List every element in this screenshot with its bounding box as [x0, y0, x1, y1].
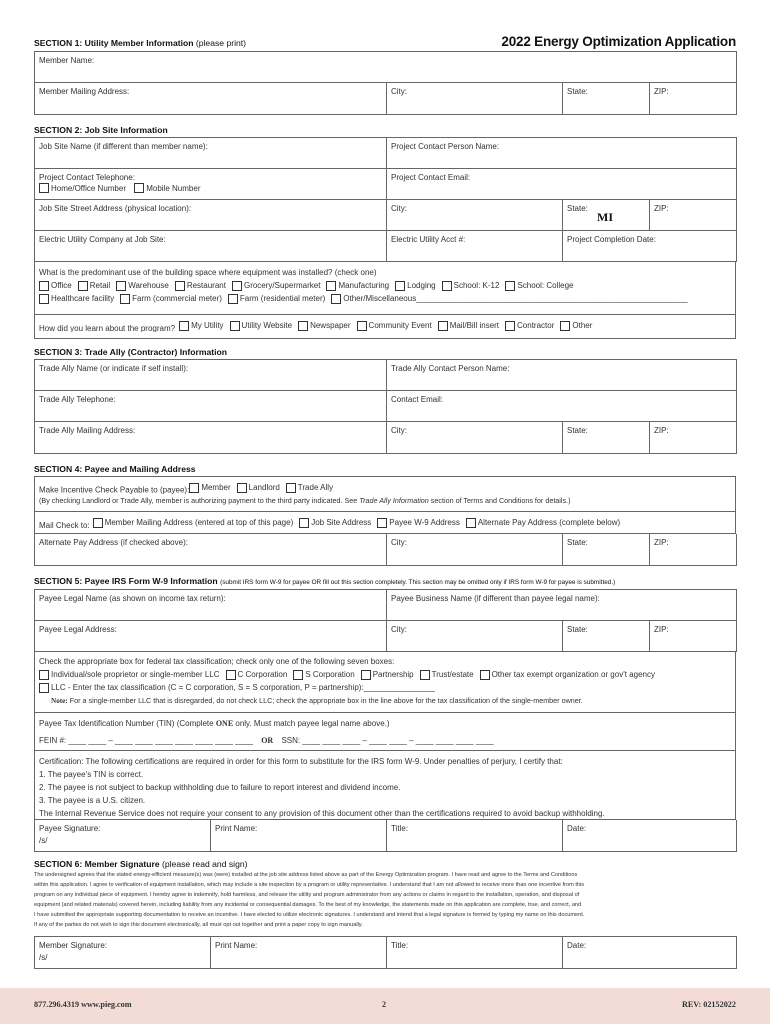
section-1-title: SECTION 1: Utility Member Information	[34, 38, 194, 48]
learn-about-option[interactable]	[505, 319, 554, 332]
job-site-city-field[interactable]	[387, 200, 563, 231]
building-use-option-label: Office	[51, 281, 72, 290]
payee-zip-field[interactable]	[650, 621, 737, 652]
mail-check-option[interactable]	[299, 516, 371, 529]
mail-check-option[interactable]	[466, 516, 620, 529]
alternate-zip-field[interactable]	[650, 534, 737, 565]
section-6-note: (please read and sign)	[161, 859, 248, 869]
tax-class-option[interactable]	[39, 668, 220, 681]
building-use-manufacturing-checkbox[interactable]	[326, 281, 336, 291]
section-5-note: (submit IRS form W-9 for payee OR fill out this section completely. This section may be omitted only if IRS form W-9 for payee is submitted.)	[220, 579, 616, 586]
building-use-healthcare-facility-checkbox[interactable]	[39, 294, 49, 304]
job-site-zip-field[interactable]	[650, 200, 737, 231]
certification-line: Certification: The following certifications are required in order for this form to substitute for the IRS form W-9. Under penalties of perjury, I certify that:	[39, 757, 563, 766]
learn-about-option-label: Community Event	[368, 321, 432, 330]
payee-legal-name-label: Payee Legal Name (as shown on income tax return):	[39, 594, 226, 603]
section-6-title: SECTION 6: Member Signature	[34, 859, 160, 869]
payee-zip-label: ZIP:	[654, 625, 669, 634]
learn-about-my-utility-checkbox[interactable]	[179, 321, 189, 331]
building-use-option[interactable]	[175, 279, 226, 292]
job-site-state-label: State:	[567, 204, 588, 213]
learn-about-block	[34, 315, 736, 339]
payee-signature-mark: /s/	[39, 836, 48, 845]
payee-signature-label: Payee Signature:	[39, 824, 101, 833]
certification-line: 3. The payee is a U.S. citizen.	[39, 796, 146, 805]
member-name-label: Member Name:	[39, 56, 95, 65]
certification-line: 2. The payee is not subject to backup withholding due to failure to report interest and dividend income.	[39, 783, 401, 792]
revision-code: REV: 02152022	[681, 1000, 736, 1009]
mail-check-member-mailing-address-entered-at-top-of-checkbox[interactable]	[93, 518, 103, 528]
building-use-other-miscellaneous-checkbox[interactable]	[331, 294, 341, 304]
member-date-label: Date:	[567, 941, 587, 950]
mail-check-option-label: Member Mailing Address (entered at top of this page)	[104, 518, 294, 527]
building-use-grocery-supermarket-checkbox[interactable]	[232, 281, 242, 291]
tax-class-option-label: Partnership	[372, 670, 414, 679]
tax-class-partnership-checkbox[interactable]	[361, 670, 371, 680]
building-use-school-k-12-checkbox[interactable]	[442, 281, 452, 291]
trade-ally-zip-label: ZIP:	[654, 426, 669, 435]
alternate-state-label: State:	[567, 538, 588, 547]
electric-utility-acct-label: Electric Utility Acct #:	[391, 235, 466, 244]
tax-class-trust-estate-checkbox[interactable]	[420, 670, 430, 680]
section-5-table	[34, 589, 737, 652]
trade-ally-name-label: Trade Ally Name (or indicate if self install):	[39, 364, 189, 373]
payable-note	[39, 494, 731, 507]
member-title-field[interactable]	[387, 937, 563, 969]
tax-class-option[interactable]	[293, 668, 354, 681]
member-state-field[interactable]	[563, 83, 650, 115]
project-contact-email-field[interactable]	[387, 169, 737, 200]
llc-row	[39, 681, 731, 694]
member-mailing-address-field[interactable]	[35, 83, 387, 115]
member-agreement-text	[34, 871, 736, 930]
building-use-option[interactable]	[505, 279, 573, 292]
payee-option[interactable]	[237, 481, 280, 494]
trade-ally-state-label: State:	[567, 426, 588, 435]
payee-city-field[interactable]	[387, 621, 563, 652]
electric-utility-company-label: Electric Utility Company at Job Site:	[39, 235, 166, 244]
building-use-option[interactable]	[232, 279, 320, 292]
trade-ally-contact-label: Trade Ally Contact Person Name:	[391, 364, 510, 373]
member-title-label: Title:	[391, 941, 409, 950]
tax-class-option-label: Individual/sole proprietor or single-member LLC	[51, 670, 220, 679]
project-contact-email-label: Project Contact Email:	[391, 173, 471, 182]
building-use-option-label: Manufacturing	[338, 281, 390, 290]
payee-city-label: City:	[391, 625, 407, 634]
member-signature-mark: /s/	[39, 953, 48, 962]
project-contact-person-field[interactable]	[387, 138, 737, 169]
job-site-state-value: MI	[597, 210, 613, 224]
building-use-option[interactable]	[331, 292, 687, 305]
building-use-option[interactable]	[228, 292, 325, 305]
learn-about-question: How did you learn about the program?	[39, 323, 176, 332]
agreement-line: program on any individual piece of equipment. I hereby agree to indemnify, hold harmless, and release the utility and program administrator from any actions or claims in regard to the installation, operation, and disposal of	[34, 891, 580, 898]
tax-class-option-label: S Corporation	[305, 670, 355, 679]
learn-about-utility-website-checkbox[interactable]	[230, 321, 240, 331]
tax-class-individual-sole-proprietor-or-single-mem-checkbox[interactable]	[39, 670, 49, 680]
learn-about-option[interactable]	[357, 319, 432, 332]
ssn-field[interactable]: SSN: ____ ____ ____ – ____ ____ – ____ ____ ____ ____	[281, 736, 494, 745]
tin-block	[34, 713, 736, 751]
building-use-option-label: Other/Miscellaneous_____________________________________________________________	[343, 294, 688, 303]
learn-about-mail-bill-insert-checkbox[interactable]	[438, 321, 448, 331]
trade-ally-zip-field[interactable]	[650, 422, 737, 454]
section-1-table	[34, 51, 737, 115]
fein-field[interactable]: FEIN #: ____ ____ – ____ ____ ____ ____ ____ ____ ____	[39, 736, 253, 745]
agreement-line: The undersigned agrees that the stated energy-efficient measure(s) was (were) installed at the job site address listed above as part of the Energy Optimization program. I have read and agree to the Terms and Conditions	[34, 872, 578, 878]
mail-check-option[interactable]	[93, 516, 294, 529]
learn-about-community-event-checkbox[interactable]	[357, 321, 367, 331]
home-office-checkbox[interactable]	[39, 183, 49, 193]
tax-classification-question: Check the appropriate box for federal tax classification; check only one of the following seven boxes:	[39, 657, 395, 666]
learn-about-option-label: My Utility	[191, 321, 224, 330]
building-use-option-label: Grocery/Supermarket	[243, 281, 321, 290]
payee-option-label: Trade Ally	[297, 483, 334, 492]
payable-note-part-b: section of Terms and Conditions for details.)	[428, 496, 571, 505]
payee-print-name-field[interactable]	[211, 820, 387, 851]
job-site-name-label: Job Site Name (if different than member name):	[39, 142, 208, 151]
payee-signature-table	[34, 820, 737, 852]
agreement-line: I have submitted the appropriate supporting documentation to receive an incentive. I have elected to utilize electronic signatures. I understand and intend that a legal signature is formed by typing my name on this document.	[34, 911, 585, 918]
building-use-option-label: Farm (commercial meter)	[132, 294, 222, 303]
trade-ally-name-field[interactable]	[35, 360, 387, 391]
learn-about-option-label: Mail/Bill insert	[449, 321, 500, 330]
payee-print-name-label: Print Name:	[215, 824, 258, 833]
building-use-option-label: Retail	[89, 281, 111, 290]
member-city-field[interactable]	[387, 83, 563, 115]
building-use-lodging-checkbox[interactable]	[395, 281, 405, 291]
member-signature-table	[34, 936, 737, 969]
learn-about-option[interactable]	[438, 319, 499, 332]
project-completion-date-label: Project Completion Date:	[567, 235, 656, 244]
mobile-checkbox[interactable]	[134, 183, 144, 193]
trade-ally-telephone-field[interactable]	[35, 391, 387, 422]
payee-member-checkbox[interactable]	[189, 483, 199, 493]
building-use-option-label: Healthcare facility	[51, 294, 115, 303]
learn-about-option[interactable]	[230, 319, 293, 332]
section-2-table	[34, 137, 737, 262]
tin-instruction-one: ONE	[215, 719, 234, 728]
mail-check-alternate-pay-address-complete-below-checkbox[interactable]	[466, 518, 476, 528]
building-use-option[interactable]	[120, 292, 222, 305]
building-use-restaurant-checkbox[interactable]	[175, 281, 185, 291]
trade-ally-city-label: City:	[391, 426, 407, 435]
building-use-option-label: School: K-12	[453, 281, 500, 290]
payable-label: Make Incentive Check Payable to (payee):	[39, 485, 190, 494]
section-2-title: SECTION 2: Job Site Information	[34, 125, 168, 135]
payee-legal-name-field[interactable]	[35, 590, 387, 621]
building-use-school-college-checkbox[interactable]	[505, 281, 515, 291]
payee-title-label: Title:	[391, 824, 409, 833]
llc-checkbox[interactable]	[39, 683, 49, 693]
section-3-title: SECTION 3: Trade Ally (Contractor) Information	[34, 347, 228, 357]
llc-label: LLC - Enter the tax classification (C = C corporation, S = S corporation, P = partnership):________________	[51, 683, 435, 692]
page-header	[34, 34, 736, 50]
member-zip-field[interactable]	[650, 83, 737, 115]
project-contact-telephone-label: Project Contact Telephone:	[39, 173, 135, 182]
trade-ally-mailing-address-label: Trade Ally Mailing Address:	[39, 426, 136, 435]
trade-ally-telephone-label: Trade Ally Telephone:	[39, 395, 116, 404]
building-use-farm-residential-meter-checkbox[interactable]	[228, 294, 238, 304]
learn-about-option-label: Utility Website	[241, 321, 293, 330]
agreement-line: If any of the parties do not wish to sign this document electronically, all must opt out together and print a paper copy to sign manually.	[34, 921, 363, 928]
learn-about-row	[39, 319, 731, 332]
payable-note-emphasis: Trade Ally Information	[359, 496, 429, 505]
learn-about-option-label: Contractor	[517, 321, 555, 330]
home-office-label: Home/Office Number	[51, 183, 126, 193]
building-use-option-label: Lodging	[407, 281, 436, 290]
agreement-line: equipment (and related materials) covered herein, including liability from any incidental or consequential damages. To the best of my knowledge, the statements made on this application are complete, true, and correct, and	[34, 901, 582, 908]
building-use-question: What is the predominant use of the building space where equipment was installed? (check one)	[39, 268, 377, 277]
trade-ally-city-field[interactable]	[387, 422, 563, 454]
tax-class-option[interactable]	[480, 668, 655, 681]
building-use-option[interactable]	[39, 279, 72, 292]
payee-date-field[interactable]	[563, 820, 737, 851]
building-use-option-label: Restaurant	[186, 281, 226, 290]
project-contact-telephone-field	[35, 169, 387, 200]
building-use-warehouse-checkbox[interactable]	[116, 281, 126, 291]
section-5-heading	[34, 576, 615, 586]
section-4-title: SECTION 4: Payee and Mailing Address	[34, 464, 196, 474]
tax-classification-options	[39, 668, 731, 681]
payable-note-part-a: (By checking Landlord or Trade Ally, member is authorizing payment to the third party indicated. See	[39, 496, 360, 505]
footer-contact: 877.296.4319 www.pieg.com	[34, 1000, 132, 1009]
building-use-option[interactable]	[39, 292, 114, 305]
building-use-option[interactable]	[395, 279, 435, 292]
learn-about-contractor-checkbox[interactable]	[505, 321, 515, 331]
learn-about-newspaper-checkbox[interactable]	[298, 321, 308, 331]
building-use-option[interactable]	[442, 279, 500, 292]
payee-option[interactable]	[189, 481, 230, 494]
payee-business-name-field[interactable]	[387, 590, 737, 621]
mail-check-option-label: Payee W-9 Address	[389, 518, 460, 527]
alternate-city-label: City:	[391, 538, 407, 547]
building-use-block	[34, 262, 736, 315]
learn-about-option-label: Newspaper	[310, 321, 351, 330]
mail-check-block	[34, 512, 736, 534]
member-name-field[interactable]	[35, 52, 737, 83]
learn-about-option-label: Other	[572, 321, 593, 330]
payable-row	[39, 481, 731, 494]
payee-trade-ally-checkbox[interactable]	[286, 483, 296, 493]
payee-state-field[interactable]	[563, 621, 650, 652]
payee-landlord-checkbox[interactable]	[237, 483, 247, 493]
payee-legal-address-field[interactable]	[35, 621, 387, 652]
tax-classification-block	[34, 651, 736, 713]
mobile-label: Mobile Number	[146, 183, 201, 193]
building-use-option[interactable]	[326, 279, 389, 292]
member-signature-field[interactable]	[35, 937, 211, 969]
member-zip-label: ZIP:	[654, 87, 669, 96]
electric-utility-company-field[interactable]	[35, 231, 387, 262]
learn-about-option[interactable]	[298, 319, 350, 332]
alternate-zip-label: ZIP:	[654, 538, 669, 547]
tin-instruction	[39, 717, 731, 730]
electric-utility-acct-field[interactable]	[387, 231, 563, 262]
trade-ally-mailing-address-field[interactable]	[35, 422, 387, 454]
building-use-option-label: School: College	[517, 281, 574, 290]
alternate-state-field[interactable]	[563, 534, 650, 565]
mail-check-job-site-address-checkbox[interactable]	[299, 518, 309, 528]
building-use-retail-checkbox[interactable]	[78, 281, 88, 291]
project-contact-person-label: Project Contact Person Name:	[391, 142, 500, 151]
tin-or: OR	[261, 736, 274, 745]
alternate-address-label: Alternate Pay Address (if checked above):	[39, 538, 188, 547]
learn-about-option[interactable]	[560, 319, 592, 332]
trade-ally-contact-field[interactable]	[387, 360, 737, 391]
member-print-name-field[interactable]	[211, 937, 387, 969]
job-site-state-field[interactable]	[563, 200, 650, 231]
mail-check-payee-w-9-address-checkbox[interactable]	[377, 518, 387, 528]
payee-option-label: Landlord	[248, 483, 280, 492]
payee-business-name-label: Payee Business Name (if different than payee legal name):	[391, 594, 600, 603]
project-completion-date-field[interactable]	[563, 231, 737, 262]
trade-ally-email-field[interactable]	[387, 391, 737, 422]
certification-line: The Internal Revenue Service does not require your consent to any provision of this document other than the certifications required to avoid backup withholding.	[39, 809, 605, 818]
learn-about-other-checkbox[interactable]	[560, 321, 570, 331]
payee-option-label: Member	[201, 483, 231, 492]
section-1-note: (please print)	[195, 38, 247, 48]
member-signature-label: Member Signature:	[39, 941, 108, 950]
payee-legal-address-label: Payee Legal Address:	[39, 625, 117, 634]
tin-instruction-part-a: Payee Tax Identification Number (TIN) (Complete	[39, 719, 216, 728]
tax-class-c-corporation-checkbox[interactable]	[226, 670, 236, 680]
mail-check-option[interactable]	[377, 516, 460, 529]
payee-state-label: State:	[567, 625, 588, 634]
tax-class-option[interactable]	[361, 668, 414, 681]
job-site-city-label: City:	[391, 204, 407, 213]
member-date-field[interactable]	[563, 937, 737, 969]
member-print-name-label: Print Name:	[215, 941, 258, 950]
building-use-option[interactable]	[116, 279, 169, 292]
tax-class-option-label: Other tax exempt organization or gov't agency	[491, 670, 655, 679]
tin-instruction-part-b: only. Must match payee legal name above.)	[233, 719, 390, 728]
tax-class-option[interactable]	[226, 668, 288, 681]
llc-note	[39, 694, 731, 707]
tax-class-other-tax-exempt-organization-or-gov-t-a-checkbox[interactable]	[480, 670, 490, 680]
section-3-table	[34, 359, 737, 454]
tin-entry-row	[39, 734, 731, 747]
building-use-row-1	[39, 279, 731, 292]
job-site-street-label: Job Site Street Address (physical location):	[39, 204, 192, 213]
payee-date-label: Date:	[567, 824, 587, 833]
payee-signature-field[interactable]	[35, 820, 211, 851]
llc-note-label: Note:	[51, 697, 68, 705]
trade-ally-email-label: Contact Email:	[391, 395, 444, 404]
certification-block	[34, 751, 736, 820]
job-site-name-field[interactable]	[35, 138, 387, 169]
application-title: 2022 Energy Optimization Application	[501, 34, 736, 49]
certification-line: 1. The payee’s TIN is correct.	[39, 770, 144, 779]
alternate-city-field[interactable]	[387, 534, 563, 565]
section-6-heading	[34, 859, 248, 869]
tax-class-option-label: C Corporation	[237, 670, 288, 679]
building-use-office-checkbox[interactable]	[39, 281, 49, 291]
section-5-title: SECTION 5: Payee IRS Form W-9 Information	[34, 576, 218, 586]
tax-class-option[interactable]	[420, 668, 474, 681]
section-1-heading	[34, 38, 246, 48]
member-city-label: City:	[391, 87, 407, 96]
alternate-address-field[interactable]	[35, 534, 387, 565]
mail-check-option-label: Job Site Address	[311, 518, 372, 527]
alternate-address-table	[34, 534, 737, 566]
agreement-line: within this application. I agree to verification of equipment installation, which may include a site inspection by a program or utility representative. I understand that I am not allowed to receive more than one incentive from this	[34, 881, 585, 888]
building-use-option-label: Farm (residential meter)	[239, 294, 326, 303]
page-number: 2	[382, 1000, 387, 1009]
mail-check-label: Mail Check to:	[39, 520, 90, 529]
tax-class-s-corporation-checkbox[interactable]	[293, 670, 303, 680]
payee-title-field[interactable]	[387, 820, 563, 851]
building-use-farm-commercial-meter-checkbox[interactable]	[120, 294, 130, 304]
member-mailing-address-label: Member Mailing Address:	[39, 87, 130, 96]
payable-block	[34, 476, 736, 512]
building-use-option[interactable]	[78, 279, 110, 292]
mail-check-option-label: Alternate Pay Address (complete below)	[477, 518, 621, 527]
job-site-street-field[interactable]	[35, 200, 387, 231]
building-use-row-2	[39, 292, 731, 305]
building-use-option-label: Warehouse	[128, 281, 169, 290]
trade-ally-state-field[interactable]	[563, 422, 650, 454]
page-footer	[0, 988, 770, 1024]
member-state-label: State:	[567, 87, 588, 96]
llc-note-text: For a single-member LLC that is disregarded, do not check LLC; check the appropriate box in the line above for the tax classification of the single-member owner.	[67, 696, 583, 705]
tax-class-option-label: Trust/estate	[431, 670, 474, 679]
learn-about-option[interactable]	[179, 319, 223, 332]
mail-check-row	[39, 516, 731, 529]
job-site-zip-label: ZIP:	[654, 204, 669, 213]
payee-option[interactable]	[286, 481, 333, 494]
